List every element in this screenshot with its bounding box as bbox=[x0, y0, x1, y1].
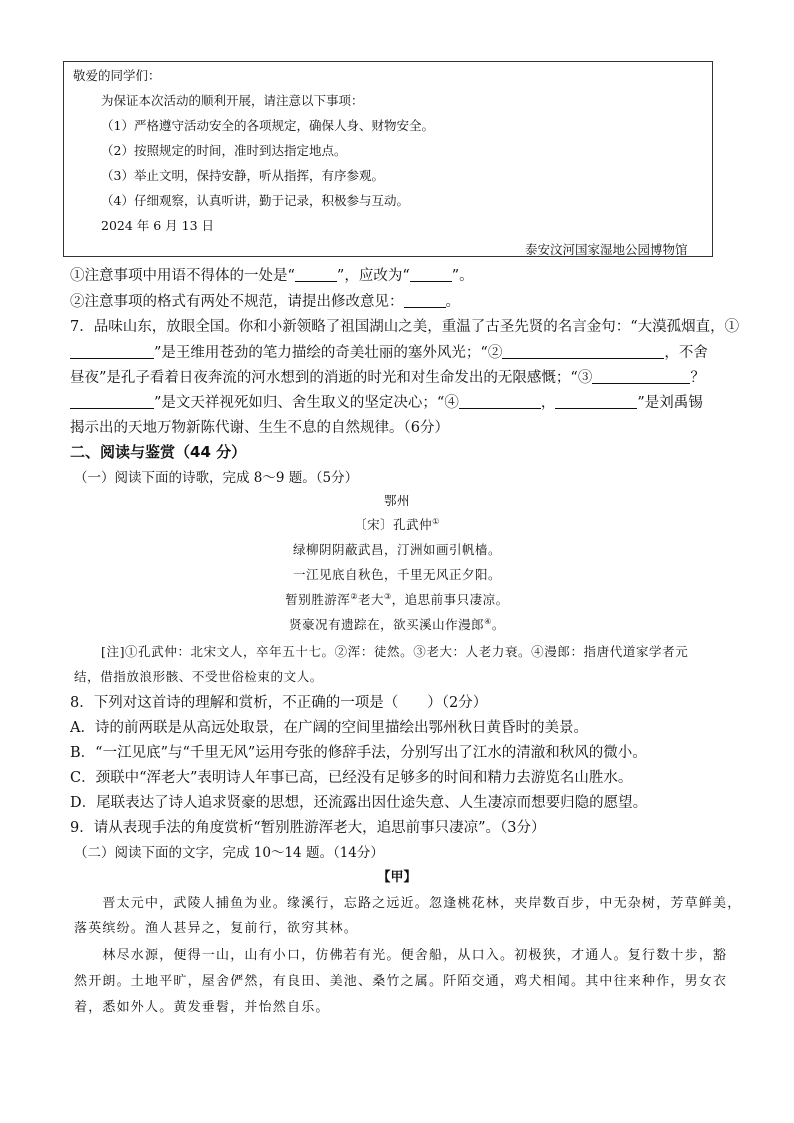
q7-line bbox=[70, 366, 705, 387]
q6-sub2-text: ②注意事项的格式有两处不规范，请提出修改意见： bbox=[70, 294, 404, 310]
q8-option-d[interactable]: D．尾联表达了诗人追求贤豪的思想，还流露出因仕途失意、人生凄凉而想要归隐的愿望。 bbox=[70, 795, 648, 811]
answer-blank[interactable] bbox=[592, 369, 690, 384]
poem-line bbox=[0, 615, 794, 633]
q6-sub1 bbox=[70, 264, 474, 285]
notice-item: （4）仔细观察，认真听讲，勤于记录，积极参与互动。 bbox=[101, 193, 409, 208]
q6-sub1-text: ”。 bbox=[451, 268, 474, 284]
poem-text: 贤豪况有遗踪在，欲买溪山作漫郎 bbox=[289, 617, 485, 632]
notice-item: （2）按照规定的时间，准时到达指定地点。 bbox=[101, 143, 347, 158]
poem-text: 。 bbox=[491, 617, 505, 632]
q7-line: 7．品味山东，放眼全国。你和小新领略了祖国湖山之美，重温了古圣先贤的名言金句：“大漠孤烟直，① bbox=[70, 319, 740, 335]
q7-text: ”是刘禹锡 bbox=[637, 395, 703, 411]
answer-blank[interactable] bbox=[459, 394, 541, 409]
q7-text: ，不舍 bbox=[664, 345, 708, 361]
passage-line: 然开朗。土地平旷，屋舍俨然，有良田、美池、桑竹之属。阡陌交通，鸡犬相闻。其中往来种作，男女衣 bbox=[74, 974, 728, 989]
q7-line bbox=[70, 391, 703, 412]
answer-blank[interactable] bbox=[70, 344, 154, 359]
footnote-mark: ④ bbox=[484, 616, 492, 626]
footnote-mark: ① bbox=[432, 516, 440, 526]
poem-author bbox=[0, 515, 794, 533]
answer-blank[interactable] bbox=[70, 394, 154, 409]
poem-notes: 结，借指放浪形骸、不受世俗检束的文人。 bbox=[74, 669, 323, 684]
notice-signature: 泰安汶河国家湿地公园博物馆 bbox=[525, 242, 688, 257]
notice-item: （1）严格遵守活动安全的各项规定，确保人身、财物安全。 bbox=[101, 118, 434, 133]
footnote-mark: ② bbox=[350, 591, 358, 601]
poem-title: 鄂州 bbox=[383, 493, 410, 508]
q7-text: ”是王维用苍劲的笔力描绘的奇美壮丽的塞外风光；“② bbox=[154, 345, 503, 361]
poem-line bbox=[0, 590, 794, 608]
passage-line: 林尽水源，便得一山，山有小口，仿佛若有光。便舍船，从口入。初极狭，才通人。复行数十步，豁 bbox=[74, 948, 728, 963]
poem-text: 老大 bbox=[357, 592, 384, 607]
q6-sub2 bbox=[70, 290, 460, 311]
notice-item: （3）举止文明，保持安静，听从指挥，有序参观。 bbox=[101, 168, 384, 183]
q7-text: ？ bbox=[690, 370, 705, 386]
q7-line: 揭示出的天地万物新陈代谢、生生不息的自然规律。（6分） bbox=[70, 420, 449, 436]
poem-author-name: 〔宋〕孔武仲 bbox=[354, 517, 433, 532]
poem-text: 暂别胜游浑 bbox=[285, 592, 351, 607]
notice-date: 2024 年 6 月 13 日 bbox=[101, 218, 215, 233]
part1-instruction: （一）阅读下面的诗歌，完成 8～9 题。（5分） bbox=[74, 470, 359, 486]
q7-text: ”是文天祥视死如归、舍生取义的坚定决心；“④ bbox=[154, 395, 459, 411]
answer-blank[interactable] bbox=[555, 394, 637, 409]
q8-option-a[interactable]: A．诗的前两联是从高远处取景，在广阔的空间里描绘出鄂州秋日黄昏时的美景。 bbox=[70, 720, 588, 736]
section-title: 二、阅读与鉴赏（44 分） bbox=[70, 443, 247, 461]
part2-instruction: （二）阅读下面的文字，完成 10～14 题。（14分） bbox=[74, 845, 384, 861]
notice-intro: 为保证本次活动的顺利开展，请注意以下事项： bbox=[101, 93, 364, 108]
q9-stem: 9．请从表现手法的角度赏析“暂别胜游浑老大，追思前事只凄凉”。（3分） bbox=[70, 820, 546, 836]
footnote-mark: ③ bbox=[384, 591, 392, 601]
answer-blank[interactable] bbox=[404, 293, 446, 308]
q6-sub2-text: 。 bbox=[445, 294, 460, 310]
poem-line: 绿柳阴阴蔽武昌，汀洲如画引帆樯。 bbox=[292, 542, 501, 557]
passage-line: 晋太元中，武陵人捕鱼为业。缘溪行，忘路之远近。忽逢桃花林，夹岸数百步，中无杂树，芳草鲜美， bbox=[74, 896, 742, 911]
q8-option-c[interactable]: C．颈联中“浑老大”表明诗人年事已高，已经没有足够多的时间和精力去游览名山胜水。 bbox=[70, 770, 633, 786]
q6-sub1-text: ①注意事项中用语不得体的一处是“ bbox=[70, 268, 295, 284]
answer-blank[interactable] bbox=[502, 344, 664, 359]
q8-option-b[interactable]: B．“一江见底”与“千里无风”运用夸张的修辞手法，分别写出了江水的清澈和秋风的微小。 bbox=[70, 745, 647, 761]
poem-line: 一江见底自秋色，千里无风正夕阳。 bbox=[292, 567, 501, 582]
poem-text: ，追思前事只凄凉。 bbox=[391, 592, 509, 607]
answer-blank[interactable] bbox=[410, 267, 452, 282]
q7-text: 昼夜”是孔子看着日夜奔流的河水想到的消逝的时光和对生命发出的无限感慨；“③ bbox=[70, 370, 593, 386]
answer-blank[interactable] bbox=[295, 267, 337, 282]
poem-notes: [注]①孔武仲：北宋文人，卒年五十七。②浑：徒然。③老大：人老力衰。④漫郎：指唐代道家学者元 bbox=[101, 644, 689, 659]
q7-text: ， bbox=[540, 395, 556, 411]
passage-line: 落英缤纷。渔人甚异之，复前行，欲穷其林。 bbox=[74, 921, 359, 936]
q8-stem: 8．下列对这首诗的理解和赏析，不正确的一项是（ ）（2分） bbox=[70, 695, 488, 711]
passage-line: 着，悉如外人。黄发垂髫，并怡然自乐。 bbox=[74, 1000, 330, 1015]
passage-heading: 【甲】 bbox=[377, 870, 417, 885]
notice-greeting: 敬爱的同学们： bbox=[73, 68, 161, 83]
q7-line bbox=[70, 341, 708, 362]
q6-sub1-text: ”，应改为“ bbox=[336, 268, 410, 284]
